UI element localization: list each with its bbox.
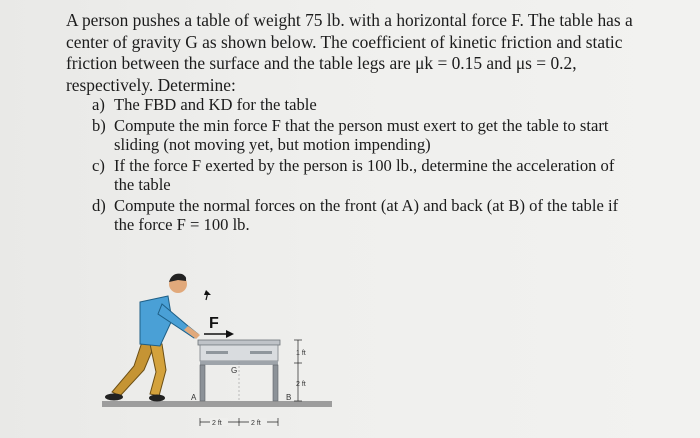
part-d bbox=[92, 196, 652, 235]
part-a bbox=[92, 95, 652, 115]
problem-parts bbox=[92, 95, 652, 236]
leg-a-label: A bbox=[191, 393, 197, 402]
force-arrow-head bbox=[226, 330, 234, 338]
table bbox=[198, 340, 280, 401]
part-b-line-2: sliding (not moving yet, but motion impending) bbox=[114, 135, 431, 154]
ground bbox=[102, 401, 332, 407]
force-label: F bbox=[209, 315, 219, 332]
part-label: d) bbox=[92, 195, 106, 215]
part-label: a) bbox=[92, 95, 105, 114]
person-illustration bbox=[105, 274, 200, 402]
part-label: b) bbox=[92, 115, 106, 135]
part-b-line-1: Compute the min force F that the person must exert to get the table to start bbox=[114, 115, 609, 135]
dim-width-left: 2 ft bbox=[212, 420, 222, 427]
part-a-line-1: The FBD and KD for the table bbox=[114, 95, 317, 114]
table-figure bbox=[96, 262, 356, 434]
part-b bbox=[92, 116, 652, 155]
part-d-line-1: Compute the normal forces on the front (at A) and back (at B) of the table if bbox=[114, 195, 619, 215]
intro-line-1: A person pushes a table of weight 75 lb. with a horizontal force F. The table has a bbox=[66, 10, 633, 30]
dim-width-right: 2 ft bbox=[251, 420, 261, 427]
force-marker-arrow bbox=[204, 290, 211, 295]
intro-line-4: respectively. Determine: bbox=[66, 74, 236, 95]
center-of-gravity-label: G bbox=[231, 366, 238, 375]
intro-line-2: center of gravity G as shown below. The coefficient of kinetic friction and static bbox=[66, 31, 623, 52]
part-c-line-1: If the force F exerted by the person is 100 lb., determine the acceleration of bbox=[114, 155, 615, 175]
intro-line-3: friction between the surface and the table legs are μk = 0.15 and μs = 0.2, bbox=[66, 53, 577, 73]
dim-height-bottom: 2 ft bbox=[296, 381, 306, 388]
leg-b-label: B bbox=[286, 393, 292, 402]
dim-height-top: 1 ft bbox=[296, 350, 306, 357]
part-label: c) bbox=[92, 155, 105, 175]
part-d-line-2: the force F = 100 lb. bbox=[114, 215, 250, 234]
problem-statement bbox=[66, 10, 686, 96]
part-c bbox=[92, 156, 652, 195]
part-c-line-2: the table bbox=[114, 175, 171, 194]
